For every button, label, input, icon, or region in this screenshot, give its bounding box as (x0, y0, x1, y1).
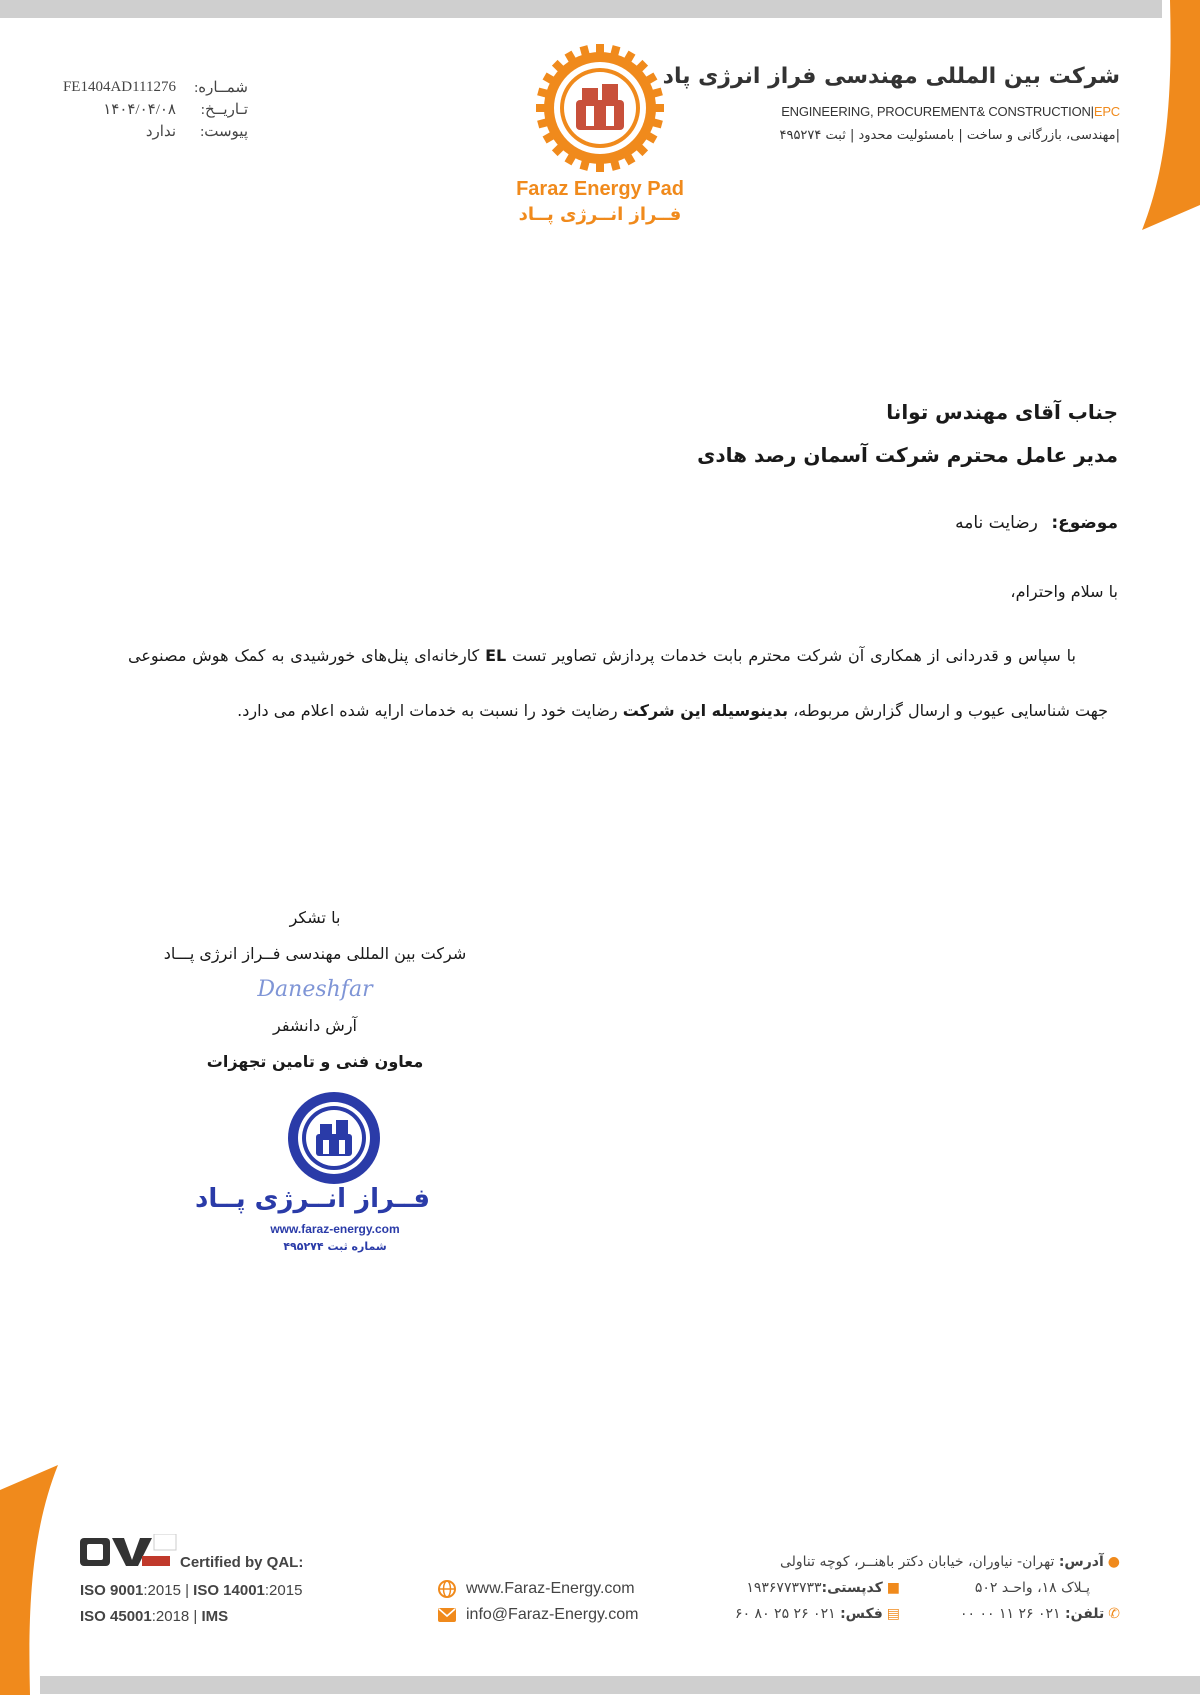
meta-number (38, 76, 248, 98)
handwritten-signature: Daneshfar (257, 977, 373, 1002)
meta-attachment-value: ندارد (145, 123, 176, 140)
meta-date (38, 98, 248, 120)
meta-date-label: تـاریــخ: (200, 101, 248, 118)
signature-title: معاون فنی و تامین تجهزات (206, 1052, 424, 1071)
meta-date-value: ۱۴۰۴/۰۴/۰۸ (103, 101, 176, 118)
signature-thanks: با تشکر (289, 908, 341, 927)
epc-tag: EPC (1093, 104, 1120, 119)
company-stamp-icon (284, 1088, 384, 1188)
meta-number-value: FE1404AD111276 (62, 78, 176, 95)
company-subline: |مهندسی، بازرگانی و ساخت | بامسئولیت محدود | ثبت ۴۹۵۲۷۴ (779, 128, 1120, 143)
footer-fax (735, 1606, 900, 1622)
subject-label: موضوع: (1051, 513, 1118, 533)
company-logo-icon (532, 40, 668, 176)
cert-line-2 (80, 1608, 228, 1625)
postal-icon: ■ (886, 1580, 900, 1596)
postal-label: کدپستی: (821, 1580, 883, 1596)
logo-gear-tooth (596, 160, 604, 172)
body-text-1: با سپاس و قدردانی از همکاری آن شرکت محترم بابت خدمات پردازش تصاویر تست (506, 646, 1076, 665)
footer-email[interactable] (438, 1606, 638, 1624)
cert-iso45001-year: :2018 | (151, 1608, 202, 1625)
globe-icon (438, 1580, 456, 1598)
meta-number-label: شمــاره: (194, 79, 248, 96)
letter-meta (38, 76, 248, 142)
meta-attachment-label: پیوست: (200, 123, 248, 140)
footer-address (780, 1554, 1120, 1570)
phone-label: تلفن: (1065, 1606, 1105, 1622)
addressee-line-1: جناب آقای مهندس توانا (886, 400, 1118, 424)
phone-value: ۰۲۱ ۲۶ ۱۱ ۰۰ ۰۰ (960, 1606, 1066, 1622)
stamp-name: فــراز انــرژی پــاد (194, 1184, 430, 1214)
phone-icon: ✆ (1108, 1606, 1120, 1622)
fax-icon: ▤ (886, 1606, 900, 1622)
body-bold: بدینوسیله این شرکت (622, 701, 788, 720)
meta-attachment (38, 120, 248, 142)
body-paragraph (128, 628, 1108, 738)
company-name: شرکت بین المللی مهندسی فراز انرژی پاد (662, 64, 1120, 89)
cert-iso14001: ISO 14001 (193, 1582, 265, 1599)
logo-gear-tooth (596, 44, 604, 56)
email-text[interactable]: info@Faraz-Energy.com (466, 1606, 639, 1623)
footer-postal (746, 1580, 900, 1596)
cert-title: Certified by QAL: (180, 1554, 304, 1571)
body-el: EL (485, 646, 507, 665)
cert-iso9001: ISO 9001 (80, 1582, 144, 1599)
epc-line (781, 104, 1120, 119)
cert-line-1 (80, 1582, 302, 1599)
footer-phone (960, 1606, 1120, 1622)
fax-value: ۰۲۱ ۲۶ ۲۵ ۸۰ ۶۰ (735, 1606, 841, 1622)
signature-company: شرکت بین المللی مهندسی فــراز انرژی پـــاد (163, 944, 467, 963)
signature-block (130, 900, 500, 1080)
subject-value: رضایت نامه (955, 513, 1038, 533)
stamp-url: www.faraz-energy.com (270, 1222, 400, 1236)
cert-ims: IMS (201, 1608, 229, 1625)
fax-label: فکس: (840, 1606, 883, 1622)
cert-iso45001: ISO 45001 (80, 1608, 152, 1625)
signature-name: آرش دانشفر (272, 1016, 357, 1035)
greeting: با سلام واحترام، (1010, 582, 1118, 601)
address-label: آدرس: (1058, 1554, 1104, 1570)
top-bar (0, 0, 1162, 18)
brand-name-fa: فــراز انــرژی پــاد (518, 204, 682, 225)
footer-unit: پـلاک ۱۸، واحـد ۵۰۲ (974, 1580, 1090, 1596)
stamp-registration: شماره ثبت ۴۹۵۲۷۴ (283, 1240, 387, 1253)
subject-line (955, 513, 1118, 533)
body-text-3: رضایت خود را نسبت به خدمات ارایه شده اعلام می دارد. (237, 701, 623, 720)
mail-icon (438, 1608, 456, 1622)
bottom-bar (40, 1676, 1200, 1694)
logo-gear-tooth (536, 104, 548, 112)
footer-website[interactable] (438, 1580, 635, 1598)
cert-iso14001-year: :2015 (264, 1582, 303, 1599)
addressee-line-2: مدیر عامل محترم شرکت آسمان رصد هادی (697, 443, 1118, 467)
corner-accent-top (1140, 0, 1200, 230)
address-value: تهران- نیاوران، خیابان دکتر باهنــر، کوچه تناولی (779, 1554, 1059, 1570)
website-text[interactable]: www.Faraz-Energy.com (466, 1580, 635, 1597)
postal-value: ۱۹۳۶۷۷۳۷۳۳ (746, 1580, 822, 1596)
qal-logo-icon (80, 1534, 178, 1574)
location-icon: ● (1107, 1554, 1120, 1570)
logo-gear-tooth (652, 104, 664, 112)
brand-name-en: Faraz Energy Pad (516, 178, 684, 200)
epc-text: ENGINEERING, PROCUREMENT& CONSTRUCTION| (781, 104, 1094, 119)
corner-accent-bottom (0, 1465, 60, 1695)
cert-iso9001-year: :2015 | (143, 1582, 194, 1599)
body-text-2: کارخانه‌ای پنل‌های خورشیدی به کمک هوش مصنوعی جهت شناسایی عیوب و ارسال گزارش مربوطه، (128, 646, 1108, 720)
